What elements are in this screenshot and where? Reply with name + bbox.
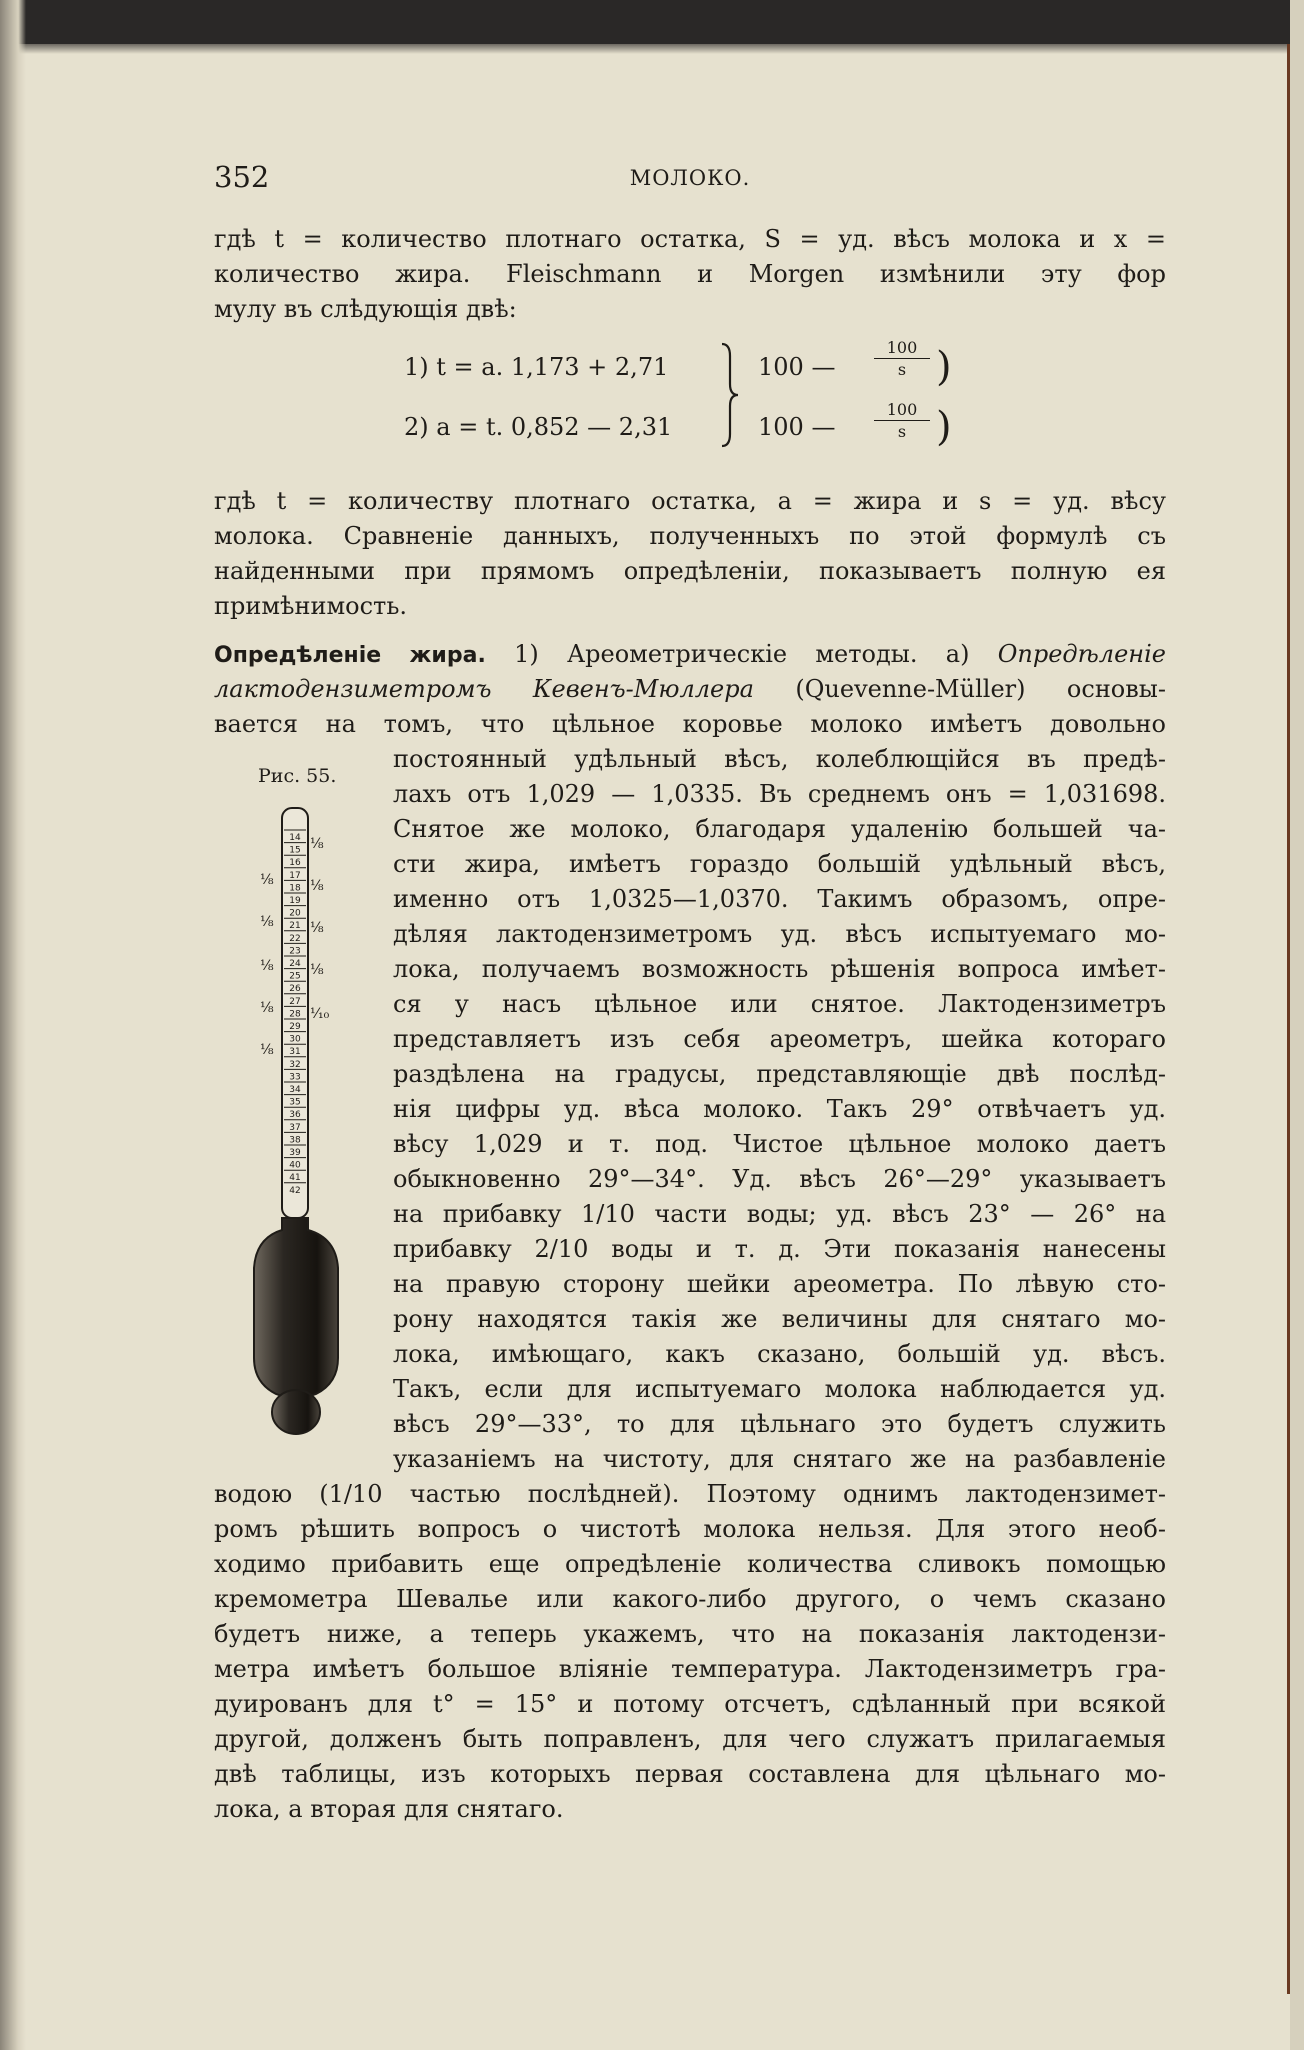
left-scale-mark: ⅛: [260, 914, 274, 930]
wrap-line-9: представляетъ изъ себя ареометръ, шейка котораго: [393, 1025, 1166, 1053]
scale-number: 35: [289, 1097, 301, 1108]
scale-number: 18: [289, 883, 301, 894]
section-line-2-text: (Quevenne-Müller) основы-: [753, 675, 1166, 703]
full-line-10: лока, а вторая для снятаго.: [214, 1795, 564, 1823]
section-line-2: [214, 672, 1166, 706]
paren-1: ): [936, 344, 952, 390]
scale-number: 19: [289, 896, 301, 906]
scale-number: 24: [289, 959, 301, 969]
full-line-5: будетъ ниже, а теперь укажемъ, что на показанія лактодензи-: [214, 1620, 1166, 1648]
scan-top-border: [0, 0, 1304, 44]
section-line-1: [214, 637, 1166, 671]
wrap-line-3: Снятое же молоко, благодаря удаленію большей ча-: [393, 815, 1166, 843]
scale-number: 17: [289, 870, 301, 881]
scan-top-shadow: [0, 44, 1304, 54]
scale-number: 33: [289, 1072, 301, 1083]
scale-number: 37: [289, 1122, 301, 1133]
section-heading: Опредѣленіе жира.: [214, 643, 486, 668]
para1-line-3: мулу въ слѣдующія двѣ:: [214, 295, 517, 323]
scale-number: 41: [289, 1173, 301, 1184]
formula-2-right: 100 —: [758, 413, 836, 441]
section-line-3: вается на томъ, что цѣльное коровье молоко имѣетъ довольно: [214, 710, 1166, 738]
left-scale-mark: ⅛: [260, 872, 274, 888]
fraction-2-denominator: s: [897, 422, 907, 441]
wrap-line-15: прибавку 2/10 воды и т. д. Эти показанія нанесены: [393, 1235, 1166, 1263]
figure-caption: Рис. 55.: [258, 765, 337, 787]
wrap-line-19: Такъ, если для испытуемаго молока наблюдается уд.: [393, 1375, 1166, 1403]
scale-number: 40: [289, 1160, 301, 1171]
full-line-3: ходимо прибавить еще опредѣленіе количества сливокъ помощью: [214, 1550, 1166, 1578]
scale-number: 34: [289, 1085, 301, 1095]
wrap-line-8: ся у насъ цѣльное или снятое. Лактодензиметръ: [393, 990, 1166, 1018]
full-line-9: двѣ таблицы, изъ которыхъ первая составлена для цѣльнаго мо-: [214, 1760, 1166, 1788]
scale-number: 26: [289, 984, 301, 995]
scale-number: 16: [289, 858, 301, 869]
wrap-line-7: лока, получаемъ возможность рѣшенія вопроса имѣет-: [393, 955, 1166, 983]
para2-line-1: гдѣ t = количеству плотнаго остатка, a = жира и s = уд. вѣсу: [214, 487, 1166, 515]
scale-number: 30: [289, 1034, 301, 1045]
scale-number: 25: [289, 971, 301, 982]
page-number: 352: [214, 160, 270, 194]
scale-number: 14: [289, 833, 301, 843]
scale-number: 42: [289, 1185, 301, 1196]
formula-2-left: 2) a = t. 0,852 — 2,31: [404, 413, 673, 441]
wrap-line-12: вѣсу 1,029 и т. под. Чистое цѣльное молоко даетъ: [393, 1130, 1166, 1158]
full-line-7: дуированъ для t° = 15° и потому отсчетъ, сдѣланный при всякой: [214, 1690, 1166, 1718]
wrap-line-6: дѣляя лактодензиметромъ уд. вѣсъ испытуемаго мо-: [393, 920, 1166, 948]
scale-number: 28: [289, 1009, 301, 1020]
wrap-line-4: сти жира, имѣетъ гораздо большій удѣльный вѣсъ,: [393, 850, 1166, 878]
lactodensimeter-illustration: [246, 798, 346, 1436]
right-brace: [716, 340, 746, 450]
scan-right-margin: [1290, 0, 1304, 2050]
wrap-line-10: раздѣлена на градусы, представляющіе двѣ послѣд-: [393, 1060, 1166, 1088]
right-scale-mark: ⅟₁₀: [310, 1006, 330, 1022]
fraction-2-numerator: 100: [874, 400, 930, 421]
fraction-1: [874, 338, 930, 379]
scan-left-border: [0, 0, 26, 2050]
scale-number: 27: [289, 996, 301, 1007]
full-line-2: ромъ рѣшить вопросъ о чистотѣ молока нельзя. Для этого необ-: [214, 1515, 1166, 1543]
scale-number: 15: [289, 845, 301, 856]
scale-number: 23: [289, 946, 301, 957]
section-line-1-text: 1) Ареометрическіе методы. а): [485, 640, 998, 668]
wrap-line-17: рону находятся такія же величины для снятаго мо-: [393, 1305, 1166, 1333]
full-line-8: другой, долженъ быть поправленъ, для чего служатъ прилагаемыя: [214, 1725, 1166, 1753]
full-line-6: метра имѣетъ большое вліяніе температура. Лактодензиметръ гра-: [214, 1655, 1166, 1683]
fraction-2: [874, 400, 930, 441]
wrap-line-5: именно отъ 1,0325—1,0370. Такимъ образомъ, опре-: [393, 885, 1166, 913]
wrap-line-16: на правую сторону шейки ареометра. По лѣвую сто-: [393, 1270, 1166, 1298]
right-scale-mark: ⅛: [310, 836, 324, 852]
left-scale-mark: ⅛: [260, 1000, 274, 1016]
full-line-4: кремометра Шевалье или какого-либо другого, о чемъ сказано: [214, 1585, 1166, 1613]
scale-number: 39: [289, 1148, 301, 1158]
formula-1-left: 1) t = a. 1,173 + 2,71: [404, 353, 669, 381]
running-head: МОЛОКО.: [629, 166, 751, 190]
scale-number: 36: [289, 1110, 301, 1121]
scale-number: 32: [289, 1059, 301, 1070]
fraction-1-denominator: s: [897, 360, 907, 379]
right-scale-mark: ⅛: [310, 920, 324, 936]
wrap-line-18: лока, имѣющаго, какъ сказано, большій уд. вѣсъ.: [393, 1340, 1166, 1368]
wrap-line-1: постоянный удѣльный вѣсъ, колеблющійся въ предѣ-: [393, 745, 1166, 773]
right-scale-mark: ⅛: [310, 962, 324, 978]
scale-number: 38: [289, 1135, 301, 1146]
right-scale-mark: ⅛: [310, 878, 324, 894]
section-line-2-italic: лактодензиметромъ Кевенъ-Мюллера: [214, 675, 754, 703]
full-line-1: водою (1/10 частью послѣдней). Поэтому однимъ лактодензимет-: [214, 1480, 1166, 1508]
para2-line-4: примѣнимость.: [214, 592, 408, 620]
scale-number: 20: [289, 908, 301, 919]
wrap-line-14: на прибавку 1/10 части воды; уд. вѣсъ 23° — 26° на: [393, 1200, 1166, 1228]
section-line-1-italic: Опредѣленіе: [997, 640, 1166, 668]
para1-line-2: количество жира. Fleischmann и Morgen измѣнили эту фор: [214, 260, 1166, 288]
para2-line-2: молока. Сравненіе данныхъ, полученныхъ по этой формулѣ съ: [214, 522, 1166, 550]
scale-number: 22: [289, 933, 301, 944]
scale-number: 21: [289, 921, 301, 932]
para1-line-1: гдѣ t = количество плотнаго остатка, S = уд. вѣсъ молока и x =: [214, 225, 1166, 253]
wrap-line-11: нія цифры уд. вѣса молоко. Такъ 29° отвѣчаетъ уд.: [393, 1095, 1166, 1123]
scan-right-edge: [1287, 44, 1290, 1994]
wrap-line-21: указаніемъ на чистоту, для снятаго же на разбавленіе: [393, 1445, 1166, 1473]
scale-number: 29: [289, 1022, 301, 1032]
left-scale-mark: ⅛: [260, 958, 274, 974]
paren-2: ): [936, 404, 952, 450]
wrap-line-2: лахъ отъ 1,029 — 1,0335. Въ среднемъ онъ = 1,031698.: [393, 780, 1166, 808]
page-header: [214, 160, 1166, 200]
para2-line-3: найденными при прямомъ опредѣленіи, показываетъ полную ея: [214, 557, 1166, 585]
formula-1-right: 100 —: [758, 353, 836, 381]
lactodensimeter-figure: [246, 798, 346, 1436]
left-scale-mark: ⅛: [260, 1042, 274, 1058]
wrap-line-13: обыкновенно 29°—34°. Уд. вѣсъ 26°—29° указываетъ: [393, 1165, 1166, 1193]
fraction-1-numerator: 100: [874, 338, 930, 359]
scale-number: 31: [289, 1047, 301, 1058]
wrap-line-20: вѣсъ 29°—33°, то для цѣльнаго это будетъ служить: [393, 1410, 1166, 1438]
